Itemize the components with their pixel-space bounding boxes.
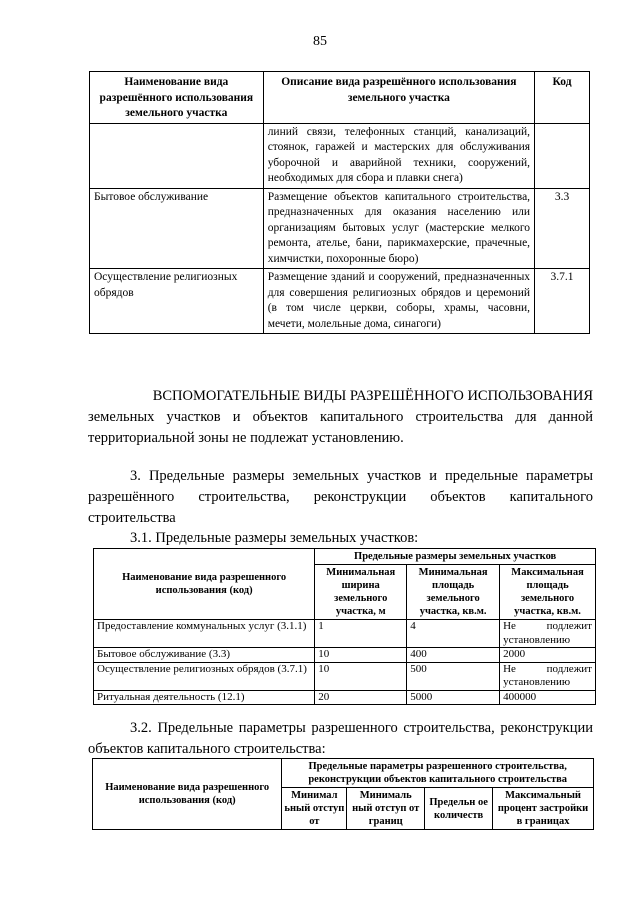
min-width-cell: 20 — [315, 690, 407, 705]
column-header-min-setback: Минимал ьный отступ от — [282, 788, 347, 830]
aux-heading: ВСПОМОГАТЕЛЬНЫЕ ВИДЫ РАЗРЕШЁННОГО ИСПОЛЬЗОВАНИЯ — [152, 388, 593, 404]
column-header-min-area: Минимальная площадь земельного участка, кв.м. — [407, 565, 500, 620]
column-header-min-width: Минимальная ширина земельного участка, м — [315, 565, 407, 620]
column-header-max-area: Максимальная площадь земельного участка, кв.м. — [500, 565, 596, 620]
table-row — [90, 123, 590, 188]
column-group-header: Предельные параметры разрешенного строительства, реконструкции объектов капитального строительства — [282, 759, 594, 788]
max-area-cell: Не подлежит установлению — [500, 662, 596, 690]
column-header-code: Код — [535, 72, 590, 124]
table-row — [94, 662, 596, 690]
section-3-paragraph: 3. Предельные размеры земельных участков и предельные параметры разрешённого строительства, реконструкции объектов капитального строительства — [88, 468, 593, 526]
use-description-cell: Размещение зданий и сооружений, предназначенных для совершения религиозных обрядов и церемоний (в том числе церкви, соборы, храмы, часовни, мечети, молельные дома, синагоги) — [263, 269, 534, 334]
column-header-min-setback-borders: Минималь ный отступ от границ — [347, 788, 425, 830]
table-header-row — [94, 549, 596, 565]
column-header-max-floors: Предельн ое количеств — [425, 788, 493, 830]
min-width-cell: 10 — [315, 662, 407, 690]
use-code-cell: 3.7.1 — [535, 269, 590, 334]
min-area-cell: 5000 — [407, 690, 500, 705]
use-name-cell — [90, 123, 264, 188]
use-description-cell: линий связи, телефонных станций, канализаций, стоянок, гаражей и мастерских для обслуживания уборочной и аварийной техники, сооружений, необходимых для сбора и плавки снега) — [263, 123, 534, 188]
use-code-cell — [535, 123, 590, 188]
use-name-cell: Бытовое обслуживание — [90, 188, 264, 269]
land-plot-size-table — [93, 548, 596, 705]
min-width-cell: 10 — [315, 648, 407, 663]
use-description-cell: Размещение объектов капитального строительства, предназначенных для оказания населению или организациям бытовых услуг (мастерские мелкого ремонта, ателье, бани, парикмахерские, прачечные, химчистки, похоронные бюро) — [263, 188, 534, 269]
table-row — [90, 269, 590, 334]
min-area-cell: 500 — [407, 662, 500, 690]
max-area-cell: Не подлежит установлению — [500, 620, 596, 648]
column-group-header: Предельные размеры земельных участков — [315, 549, 596, 565]
table-header-row — [90, 72, 590, 124]
aux-paragraph: земельных участков и объектов капитального строительства для данной территориальной зоны не подлежат установлению. — [88, 409, 593, 446]
building-parameters-table — [92, 758, 594, 830]
section-3-2-paragraph: 3.2. Предельные параметры разрешенного строительства, реконструкции объектов капитального строительства: — [88, 720, 593, 757]
max-area-cell: 2000 — [500, 648, 596, 663]
land-use-table — [89, 71, 590, 334]
use-name-cell: Предоставление коммунальных услуг (3.1.1) — [94, 620, 315, 648]
use-name-cell: Осуществление религиозных обрядов — [90, 269, 264, 334]
column-header-name: Наименование вида разрешённого использования земельного участка — [90, 72, 264, 124]
use-code-cell: 3.3 — [535, 188, 590, 269]
column-header-name: Наименование вида разрешенного использования (код) — [94, 549, 315, 620]
section-3-1-paragraph: 3.1. Предельные размеры земельных участков: — [130, 530, 419, 546]
table-row — [94, 620, 596, 648]
column-header-max-coverage: Максимальный процент застройки в границах — [493, 788, 594, 830]
max-area-cell: 400000 — [500, 690, 596, 705]
column-header-description: Описание вида разрешённого использования земельного участка — [263, 72, 534, 124]
min-area-cell: 400 — [407, 648, 500, 663]
table-row — [90, 188, 590, 269]
page-number: 85 — [313, 34, 327, 49]
column-header-name: Наименование вида разрешенного использования (код) — [93, 759, 282, 830]
use-name-cell: Ритуальная деятельность (12.1) — [94, 690, 315, 705]
min-width-cell: 1 — [315, 620, 407, 648]
table-row — [94, 648, 596, 663]
use-name-cell: Осуществление религиозных обрядов (3.7.1) — [94, 662, 315, 690]
use-name-cell: Бытовое обслуживание (3.3) — [94, 648, 315, 663]
table-header-row — [93, 759, 594, 788]
table-row — [94, 690, 596, 705]
min-area-cell: 4 — [407, 620, 500, 648]
